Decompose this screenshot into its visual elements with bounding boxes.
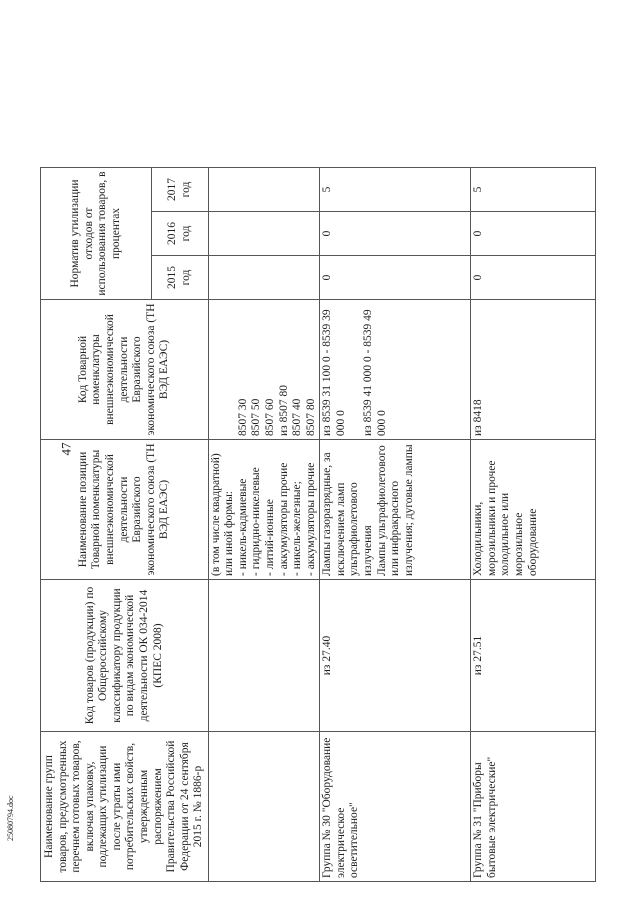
list-item: 8507 80: [304, 398, 317, 436]
group-31-norm-2017: 5: [471, 167, 596, 211]
blank-margin: [41, 41, 596, 167]
group-30-positions: [320, 440, 471, 580]
list-item: - аккумуляторы прочие: [277, 462, 290, 576]
header-tnved-position: Наименование позиции Товарной номенклатуры внешнеэкономической деятельности Евразийского экономического союза (ТН ВЭД ЕАЭС): [41, 440, 209, 580]
group-31-norm-2015: 0: [471, 256, 596, 300]
header-year-2015: 2015 год: [152, 256, 209, 300]
list-item: (в том числе квадратной): [209, 453, 222, 576]
group-30-position-2: Лампы ультрафиолетового или инфракрасного излучения; дуговые лампы: [375, 444, 415, 576]
group-30-position-1: Лампы газоразрядные, за исключением ламп ультрафиолетового излучения: [321, 452, 374, 576]
page-number: 47: [58, 442, 74, 456]
list-item: - никель-кадмиевые: [236, 478, 249, 576]
rotated-table-container: [40, 42, 620, 882]
list-item: - никель-железные;: [291, 481, 304, 576]
document-stamp: 25080794.doc: [6, 795, 15, 841]
list-item: из 8507 80: [277, 385, 290, 436]
table-row-continuation: [208, 41, 320, 881]
group-31-okpd: из 27.51: [471, 580, 596, 732]
table-header-row: [41, 41, 152, 881]
group-30-norm-2015: 0: [320, 256, 471, 300]
group-30-code-1: из 8539 31 100 0 - 8539 39 000 0: [321, 309, 347, 436]
header-year-2017: 2017 год: [152, 167, 209, 211]
header-tnved-code: Код Товарной номенклатуры внешнеэкономической деятельности Евразийского экономического союза (ТН ВЭД ЕАЭС): [41, 300, 209, 440]
list-item: - гидридно-никелевые: [250, 467, 263, 576]
cell-battery-positions: [208, 440, 320, 580]
spacer: [348, 303, 362, 436]
cell-empty: [208, 732, 320, 882]
group-31-norm-2016: 0: [471, 212, 596, 256]
group-30-name: Группа № 30 "Оборудование электрическое осветительное": [320, 732, 471, 882]
list-item: - литий-ионные: [264, 499, 276, 576]
list-item: [210, 303, 224, 436]
group-31-position: Холодильники, морозильники и прочее холодильное или морозильное оборудование: [471, 440, 596, 580]
list-item: - аккумуляторы прочие: [304, 462, 317, 576]
cell-empty: [208, 212, 320, 256]
list-item: 8507 50: [250, 398, 263, 436]
group-30-codes: [320, 300, 471, 440]
table-row-group-30: [320, 41, 471, 881]
header-norm: Норматив утилизации отходов от использования товаров, в процентах: [41, 167, 152, 299]
header-okpd-code: Код товаров (продукции) по Общероссийскому классификатору продукции по видам экономической деятельности ОК 034-2014 (КПЕС 2008): [41, 580, 209, 732]
cell-empty: [208, 167, 320, 211]
group-30-okpd: из 27.40: [320, 580, 471, 732]
table-row-group-31: [471, 41, 596, 881]
group-31-code: из 8418: [471, 300, 596, 440]
cell-empty: [208, 580, 320, 732]
group-30-norm-2016: 0: [320, 212, 471, 256]
header-group-name: Наименование групп товаров, предусмотренных перечнем готовых товаров, включая упаковку, подлежащих утилизации после утраты ими потребительских свойств, утвержденным распоряжением Правительства Российской Федерации от 24 сентября 2015 г. № 1886-р: [41, 732, 209, 882]
group-31-name: Группа № 31 "Приборы бытовые электрические": [471, 732, 596, 882]
cell-empty: [208, 256, 320, 300]
waste-utilization-table: [40, 41, 596, 882]
list-item: 8507 30: [236, 398, 249, 436]
list-item: или иной формы:: [223, 491, 236, 576]
group-30-code-2: из 8539 41 000 0 - 8539 49 000 0: [362, 309, 388, 436]
group-30-norm-2017: 5: [320, 167, 471, 211]
list-item: [223, 303, 237, 436]
list-item: 8507 40: [291, 398, 304, 436]
cell-battery-codes: [208, 300, 320, 440]
list-item: 8507 60: [264, 398, 276, 436]
header-year-2016: 2016 год: [152, 212, 209, 256]
